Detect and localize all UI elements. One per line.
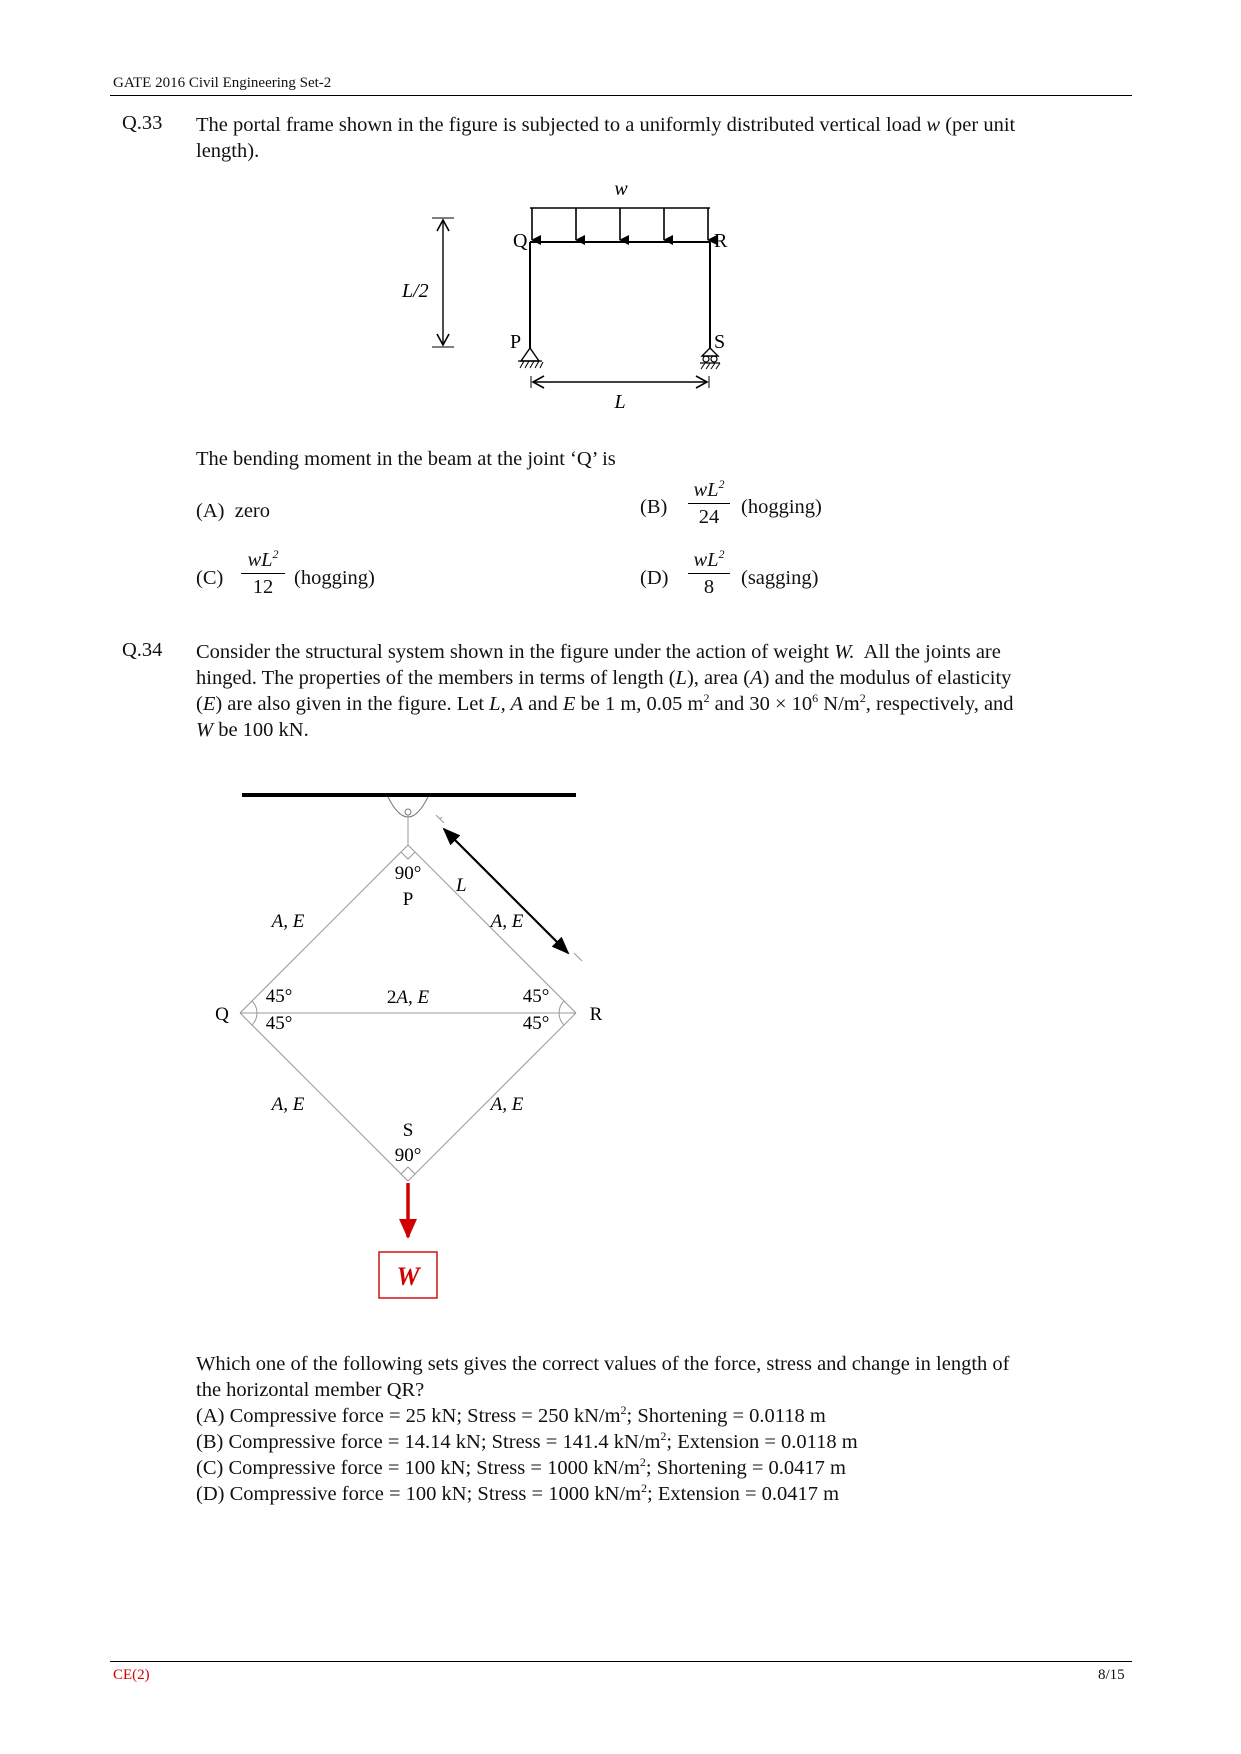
q34-stem-line3: (E) are also given in the figure. Let L, A and E be 1 m, 0.05 $m^2$ and $30 \times 10^6$ $N/m^2$, respectively, and bbox=[196, 691, 1014, 715]
q34-question-line2: the horizontal member QR? bbox=[196, 1379, 425, 1401]
q34-node-s: S bbox=[402, 1120, 414, 1141]
q33-node-q: Q bbox=[513, 230, 528, 252]
q33-option-c-exp: 2 bbox=[272, 547, 279, 561]
q34-question bbox=[196, 1351, 1126, 1507]
q33-option-c-den: 12 bbox=[252, 576, 274, 598]
q33-option-b-den: 24 bbox=[698, 506, 720, 528]
q33-option-a-label: (A) bbox=[196, 500, 225, 522]
q33-option-c-fraction bbox=[241, 548, 285, 600]
q34-node-q: Q bbox=[215, 1004, 229, 1025]
q33-option-d-exp: 2 bbox=[718, 547, 725, 561]
q34-option-d: (D) Compressive force = 100 kN; Stress = 1000 $kN/m^2$; Extension = 0.0417 m bbox=[196, 1481, 840, 1505]
q33-option-c-note: (hogging) bbox=[294, 567, 375, 589]
hinge-pin-icon bbox=[405, 809, 411, 815]
q33-option-a-text: zero bbox=[234, 500, 270, 522]
q34-option-b: (B) Compressive force = 14.14 kN; Stress = 141.4 $kN/m^2$; Extension = 0.0118 m bbox=[196, 1429, 858, 1453]
hinge-arc bbox=[388, 797, 428, 817]
q34-stem bbox=[196, 639, 1126, 743]
page-header-title: GATE 2016 Civil Engineering Set-2 bbox=[113, 75, 332, 91]
header-rule bbox=[110, 95, 1132, 96]
pin-support-icon bbox=[518, 348, 543, 368]
q33-node-p: P bbox=[510, 331, 522, 353]
q33-option-d-label: (D) bbox=[640, 567, 669, 589]
q33-option-b-fraction bbox=[688, 478, 730, 530]
q33-stem-line2: length). bbox=[196, 140, 260, 162]
q34-weight-label: W bbox=[396, 1262, 420, 1291]
q33-height-label: L/2 bbox=[402, 280, 429, 302]
q34-node-p: P bbox=[402, 889, 414, 910]
member-qs bbox=[240, 1013, 408, 1181]
q33-load-label: w bbox=[614, 178, 628, 200]
q34-stem-line4: W be 100 kN. bbox=[196, 719, 309, 741]
q34-angle-r-down: 45° bbox=[522, 1013, 550, 1034]
q34-node-r: R bbox=[589, 1004, 603, 1025]
q34-member-pr-label: A, E bbox=[490, 911, 524, 932]
q34-angle-top: 90° bbox=[394, 863, 422, 884]
q33-node-r: R bbox=[714, 230, 728, 252]
q33-option-d-fraction bbox=[688, 548, 730, 600]
q34-stem-line2: hinged. The properties of the members in terms of length (L), area (A) and the modulus of elasticity bbox=[196, 667, 1012, 689]
q34-stem-line1: Consider the structural system shown in the figure under the action of weight W. All the joints are bbox=[196, 641, 1001, 663]
q33-option-d-note: (sagging) bbox=[741, 567, 819, 589]
q33-option-b-exp: 2 bbox=[718, 477, 725, 491]
q34-length-label: L bbox=[456, 875, 467, 896]
q33-option-b-label: (B) bbox=[640, 496, 668, 518]
length-arrow-up bbox=[444, 829, 504, 889]
q33-stem-var: w bbox=[926, 114, 941, 136]
q33-number: Q.33 bbox=[122, 112, 163, 134]
q34-option-c: (C) Compressive force = 100 kN; Stress = 1000 $kN/m^2$; Shortening = 0.0417 m bbox=[196, 1455, 846, 1479]
q34-member-qs-label: A, E bbox=[271, 1094, 305, 1115]
q33-node-s: S bbox=[714, 331, 726, 353]
q34-angle-q-down: 45° bbox=[265, 1013, 293, 1034]
footer-code: CE(2) bbox=[113, 1667, 150, 1683]
q34-angle-bottom: 90° bbox=[394, 1145, 422, 1166]
q34-option-a: (A) Compressive force = 25 kN; Stress = 250 $kN/m^2$; Shortening = 0.0118 m bbox=[196, 1403, 826, 1427]
q33-option-d-den: 8 bbox=[703, 576, 715, 598]
q33-option-d-num: wL bbox=[693, 549, 719, 571]
q33-option-c-label: (C) bbox=[196, 567, 224, 589]
q33-stem-text-2: (per unit bbox=[945, 114, 1016, 136]
q34-member-rs-label: A, E bbox=[490, 1094, 524, 1115]
q33-stem bbox=[196, 112, 1126, 164]
q33-stem-text: The portal frame shown in the figure is subjected to a uniformly distributed vertical load bbox=[196, 114, 922, 136]
q33-option-c-num: wL bbox=[247, 549, 273, 571]
q33-question: The bending moment in the beam at the joint ‘Q’ is bbox=[196, 448, 616, 470]
q34-number: Q.34 bbox=[122, 639, 163, 661]
q34-angle-r-up: 45° bbox=[522, 986, 550, 1007]
q34-question-line1: Which one of the following sets gives the correct values of the force, stress and change in length of bbox=[196, 1353, 1010, 1375]
q34-member-pq-label: A, E bbox=[271, 911, 305, 932]
q34-truss-figure bbox=[200, 775, 640, 1315]
q34-angle-q-up: 45° bbox=[265, 986, 293, 1007]
udl-arrows bbox=[532, 208, 708, 240]
q33-option-b-note: (hogging) bbox=[741, 496, 822, 518]
q33-option-b-num: wL bbox=[693, 479, 719, 501]
q33-span-label: L bbox=[614, 391, 626, 413]
footer-page-number: 8/15 bbox=[1098, 1667, 1125, 1683]
footer-rule bbox=[110, 1661, 1132, 1662]
q34-member-qr-label: 2A, E bbox=[386, 987, 430, 1008]
q33-option-a bbox=[196, 498, 270, 524]
q33-portal-frame-figure bbox=[402, 170, 750, 420]
